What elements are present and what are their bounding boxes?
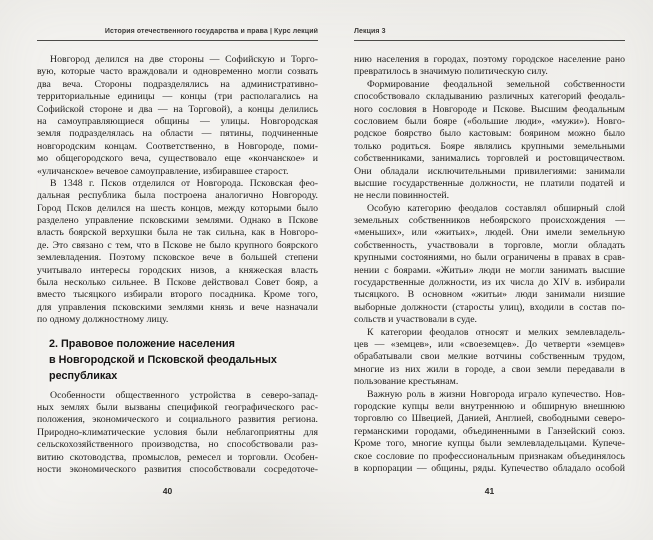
text-line: сословием были бояре («большие люди», «мужи»). Новго- <box>354 115 625 127</box>
text-line: ных землях были вызваны спецификой географического рас- <box>37 401 318 413</box>
paragraph <box>354 389 625 476</box>
text-line: для управления псковскими землями князь и вече назначали <box>37 301 318 313</box>
text-line: в корпорации — общины, ряды. Купечество обладало особой <box>354 462 625 474</box>
text-line: вместо тысяцкого избирали второго посадника. Кроме того, <box>37 289 318 301</box>
text-line: землевладения. Поэтому псковское вече в большей степени <box>37 252 318 264</box>
text-line: «уличанское» вечевое самоуправление, избиравшее старост. <box>37 165 289 177</box>
text-line: по одному должностному лицу. <box>37 314 169 326</box>
paragraph <box>354 54 625 79</box>
text-line: обрабатывали свои мелкие вотчины собственным трудом, <box>354 351 625 363</box>
running-head-left: История отечественного государства и права | Курс лекций <box>104 28 318 35</box>
heading-line: 2. Правовое положение населения <box>49 337 235 350</box>
text-line: собственниками, занимались торговлей и ростовщичеством. <box>354 153 625 165</box>
text-line: Особенности общественного устройства в северо-запад- <box>50 389 318 401</box>
text-line: ности экономического развития способствовали сосредоточе- <box>37 463 318 475</box>
text-line: В 1348 г. Псков отделился от Новгорода. Псковская фео- <box>50 177 318 189</box>
text-line: была несколько сильнее. В Пскове действовал Совет бояр, а <box>37 277 318 289</box>
text-line: пользование крестьянам. <box>354 376 459 388</box>
text-line: способствовало складыванию различных категорий феодаль- <box>354 91 625 103</box>
heading-line: республиках <box>49 369 118 382</box>
text-line: земельных собственников небоярского происхождения — <box>354 215 625 227</box>
page-number-left: 40 <box>162 486 173 496</box>
text-line: родское боярство было кастовым: боярином можно было <box>354 128 625 140</box>
text-line: Кроме того, многие купцы были землевладельцами. Купече- <box>354 438 625 450</box>
header-rule-right <box>354 40 625 41</box>
text-line: выборные должности (старосты улиц), входили в состав по- <box>354 301 625 313</box>
text-line: дальная республика была построена аналогично Новгороду. <box>37 190 318 202</box>
text-line: не несли повинностей. <box>354 190 450 202</box>
right-page <box>354 0 625 540</box>
text-line: германскими городами, объединенными в Ганзейский союз. <box>354 425 625 437</box>
text-line: Природно-климатические условия были неблагоприятны для <box>37 426 318 438</box>
heading-line: в Новгородской и Псковской феодальных <box>49 353 277 366</box>
text-line: разделено управление псковскими землями. Однако в Пскове <box>37 215 318 227</box>
text-line: «меньших», или «житьих», людей. Они имели земельную <box>354 227 625 239</box>
text-line: витию скотоводства, промыслов, ремесел и торговли. Особен- <box>37 451 318 463</box>
text-line: мо общегородского веча, существовало еще «кончанское» и <box>37 153 318 165</box>
text-line: собственность, участвовали в торговле, могли обладать <box>354 239 625 251</box>
header-rule-left <box>37 40 318 41</box>
running-head-right: Лекция 3 <box>354 28 386 35</box>
page-number-right: 41 <box>484 486 495 496</box>
text-line: цев — «земцев», или «своеземцев». До четверти «земцев» <box>354 338 625 350</box>
text-line: крупными состояниями, но были ограничены в правах в срав- <box>354 252 625 264</box>
text-line: Формирование феодальной земельной собственности <box>367 78 625 90</box>
text-line: высшие государственные должности, не платили податей и <box>354 177 625 189</box>
text-line: торговлю со Швецией, Данией, Англией, свободными северо- <box>354 413 625 425</box>
paragraph <box>354 327 625 389</box>
text-line: де. Это связано с тем, что в Пскове не было крупного боярского <box>37 239 318 251</box>
right-text-column <box>354 54 625 494</box>
text-line: сельскохозяйственного производства, но способствовали раз- <box>37 439 318 451</box>
text-line: территориальные единицы — концы (три располагались на <box>37 91 318 103</box>
text-line: вую, которые часто враждовали и одновременно могли созвать <box>37 66 318 78</box>
text-line: положения, экономического и социального развития региона. <box>37 414 318 426</box>
text-line: два веча. Стороны подразделялись на административно- <box>37 78 318 90</box>
paragraph <box>37 390 318 477</box>
paragraph <box>354 79 625 203</box>
left-page <box>37 0 318 540</box>
text-line: Новгород делился на две стороны — Софийскую и Торго- <box>50 54 318 65</box>
section-heading <box>49 336 318 384</box>
text-line: Город Псков делился на шесть концов, между которыми было <box>37 202 318 214</box>
text-line: учитывало интересы городских низов, а княжеская власть <box>37 264 318 276</box>
text-line: только родиться. Бояре являлись крупными земельными <box>354 140 625 152</box>
text-line: земля подразделялась на области — пятины, подчиненные <box>37 128 318 140</box>
text-line: Особую категорию феодалов составлял обширный слой <box>367 202 625 214</box>
text-line: сольств и участвовали в суде. <box>354 314 478 326</box>
text-line: Софийской стороне и два — на Торговой), а концы делились <box>37 103 318 115</box>
paragraph <box>354 203 625 327</box>
text-line: государственные должности, из их числа до XIV в. избирали <box>354 277 625 289</box>
paragraph <box>37 54 318 178</box>
text-line: на самоуправляющиеся общины — улицы. Новгородская <box>37 115 318 127</box>
text-line: тысяцкого. В основном «житьи» люди занимали низшие <box>354 289 625 301</box>
text-line: ское сословие по профессиональным признакам объединялось <box>354 450 625 462</box>
text-line: Важную роль в жизни Новгорода играло купечество. Нов- <box>367 388 625 400</box>
left-text-column <box>37 54 318 494</box>
text-line: многие из них жили в городе, а свои земли передавали в <box>354 363 625 375</box>
text-line: ного сословия в Новгороде и Пскове. Высшим феодальным <box>354 103 625 115</box>
text-line: Они обладали исключительными привилегиями: занимали <box>354 165 625 177</box>
text-line: власть боярской верхушки была не так сильна, как в Новгоро- <box>37 227 318 239</box>
text-line: превратилось в значимую политическую силу. <box>354 66 548 78</box>
text-line: К категории феодалов относят и мелких землевладель- <box>367 326 625 338</box>
text-line: нию населения в городах, поэтому городское население рано <box>354 54 625 65</box>
paragraph <box>37 178 318 327</box>
text-line: нении с боярами. «Житьи» люди не могли занимать высшие <box>354 264 625 276</box>
text-line: городские купцы вели внутреннюю и обширную внешнюю <box>354 400 625 412</box>
text-line: новгородским концам. Соответственно, в Новгороде, поми- <box>37 140 318 152</box>
